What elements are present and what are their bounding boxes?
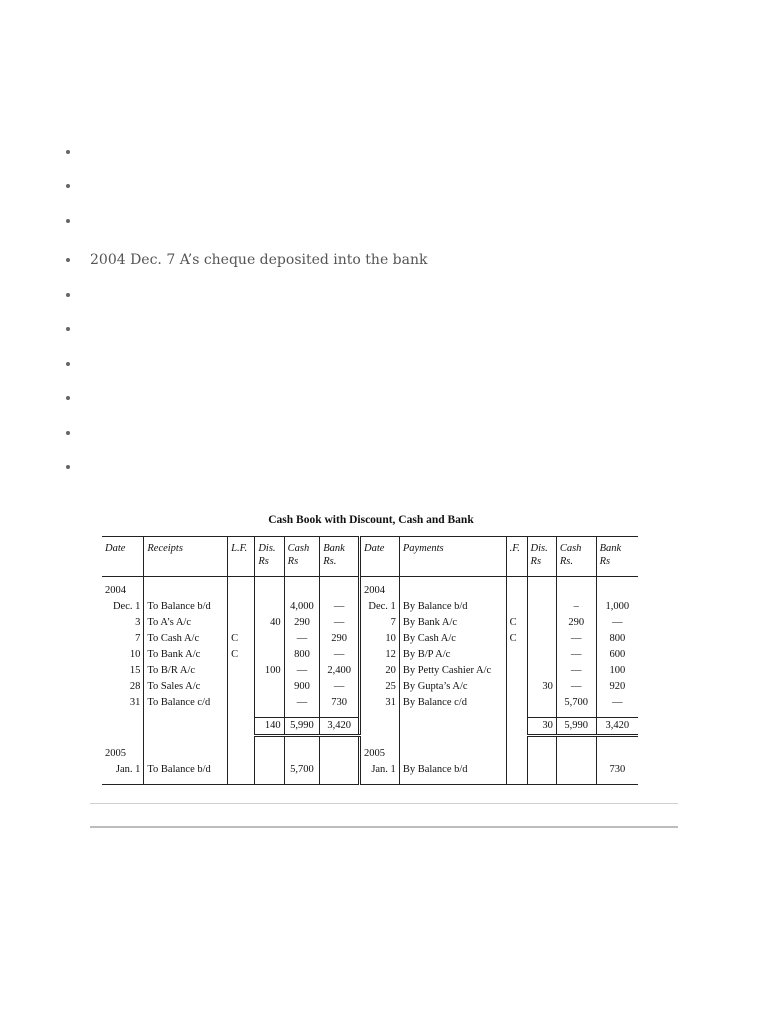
next-year-right: 2005 xyxy=(360,746,400,762)
year-row xyxy=(102,746,638,762)
entry-cash-right: — xyxy=(556,647,596,663)
header-receipts: Receipts xyxy=(144,537,228,577)
entry-lf-right xyxy=(506,599,527,615)
header-lf-right: .F. xyxy=(506,537,527,577)
header-cash-label: Cash xyxy=(559,543,582,554)
entry-receipt: To Balance b/d xyxy=(144,599,228,615)
entry-lf xyxy=(228,599,255,615)
entry-discount-right xyxy=(527,663,556,679)
entry-bank: 730 xyxy=(320,695,360,711)
entry-payment: By Petty Cashier A/c xyxy=(399,663,506,679)
final-bank: 730 xyxy=(596,762,638,778)
entry-discount-right xyxy=(527,631,556,647)
next-year-left: 2005 xyxy=(105,748,126,759)
entry-discount xyxy=(255,631,284,647)
entry-bank: 2,400 xyxy=(320,663,360,679)
header-date-right: Date xyxy=(360,537,400,577)
table-row xyxy=(102,615,638,631)
entry-date: 31 xyxy=(129,697,141,708)
header-cash-unit: Rs xyxy=(287,556,299,567)
header-cash-label: Cash xyxy=(287,543,310,554)
entry-lf-right: C xyxy=(506,631,527,647)
cash-book-title: Cash Book with Discount, Cash and Bank xyxy=(268,514,474,526)
header-bank-label: Bank xyxy=(323,543,345,554)
header-discount-right xyxy=(527,537,556,577)
spacer-row xyxy=(102,778,638,785)
entry-lf-right xyxy=(506,695,527,711)
entry-date-right: Dec. 1 xyxy=(360,599,400,615)
cash-book-table xyxy=(102,536,638,785)
entry-date: 7 xyxy=(135,633,141,644)
entry-discount-right xyxy=(527,599,556,615)
entry-receipt: To Sales A/c xyxy=(144,679,228,695)
header-bank-label: Bank xyxy=(599,543,622,554)
entry-discount xyxy=(255,647,284,663)
entry-cash: 4,000 xyxy=(284,599,320,615)
entry-discount-right: 30 xyxy=(527,679,556,695)
table-header-row xyxy=(102,537,638,577)
entry-bank: — xyxy=(320,679,360,695)
bullet-dot xyxy=(66,258,70,262)
entry-receipt: To Bank A/c xyxy=(144,647,228,663)
entry-date-right: 10 xyxy=(360,631,400,647)
header-cash-right xyxy=(556,537,596,577)
entry-discount xyxy=(255,599,284,615)
entry-discount xyxy=(255,695,284,711)
entry-bank-right: 100 xyxy=(596,663,638,679)
header-discount-unit: Rs xyxy=(258,556,269,567)
bullet-dot xyxy=(66,396,70,400)
final-cash: 5,700 xyxy=(284,762,320,778)
entry-discount xyxy=(255,679,284,695)
entry-bank: — xyxy=(320,615,360,631)
entry-cash-right: 290 xyxy=(556,615,596,631)
entry-cash: — xyxy=(284,631,320,647)
total-discount-left: 140 xyxy=(255,718,284,736)
year-right: 2004 xyxy=(360,583,400,599)
divider xyxy=(90,826,678,828)
table-row xyxy=(102,679,638,695)
bullet-dot xyxy=(66,150,70,154)
entry-cash-right: — xyxy=(556,679,596,695)
entry-payment: By Balance c/d xyxy=(399,695,506,711)
header-discount-label: Dis. xyxy=(530,543,548,554)
entry-discount: 40 xyxy=(255,615,284,631)
entry-payment: By Bank A/c xyxy=(399,615,506,631)
bullet-dot xyxy=(66,219,70,223)
entry-date: 3 xyxy=(135,617,141,628)
entry-bank-right: 1,000 xyxy=(596,599,638,615)
entry-lf-right xyxy=(506,679,527,695)
final-receipt: To Balance b/d xyxy=(144,762,228,778)
spacer-row xyxy=(102,736,638,747)
entry-cash: 800 xyxy=(284,647,320,663)
bullet-dot xyxy=(66,293,70,297)
entry-receipt: To Balance c/d xyxy=(144,695,228,711)
entry-payment: By B/P A/c xyxy=(399,647,506,663)
entry-bank: — xyxy=(320,599,360,615)
entry-lf: C xyxy=(228,631,255,647)
entry-lf: C xyxy=(228,647,255,663)
total-bank-left: 3,420 xyxy=(320,718,360,736)
header-discount-label: Dis. xyxy=(258,543,276,554)
final-date-left: Jan. 1 xyxy=(115,764,141,775)
entry-payment: By Balance b/d xyxy=(399,599,506,615)
entry-receipt: To B/R A/c xyxy=(144,663,228,679)
header-payments: Payments xyxy=(399,537,506,577)
total-bank-right: 3,420 xyxy=(596,718,638,736)
total-cash-left: 5,990 xyxy=(284,718,320,736)
entry-lf-right xyxy=(506,647,527,663)
bullet-dot xyxy=(66,362,70,366)
entry-payment: By Gupta’s A/c xyxy=(399,679,506,695)
entry-rows xyxy=(102,599,638,711)
entry-payment: By Cash A/c xyxy=(399,631,506,647)
entry-date: 15 xyxy=(129,665,141,676)
entry-bank-right: — xyxy=(596,615,638,631)
entry-lf-right: C xyxy=(506,615,527,631)
entry-discount: 100 xyxy=(255,663,284,679)
entry-discount-right xyxy=(527,647,556,663)
entry-cash: — xyxy=(284,695,320,711)
entry-cash-right: — xyxy=(556,663,596,679)
final-date-right: Jan. 1 xyxy=(360,762,400,778)
entry-lf xyxy=(228,663,255,679)
entry-discount-right xyxy=(527,615,556,631)
entry-date-right: 25 xyxy=(360,679,400,695)
table-row xyxy=(102,663,638,679)
entry-cash-right: – xyxy=(556,599,596,615)
entry-cash-right: — xyxy=(556,631,596,647)
bullet-dot xyxy=(66,184,70,188)
header-cash-unit: Rs. xyxy=(559,556,573,567)
entry-bank-right: 600 xyxy=(596,647,638,663)
header-bank-right xyxy=(596,537,638,577)
entry-lf-right xyxy=(506,663,527,679)
total-cash-right: 5,990 xyxy=(556,718,596,736)
divider xyxy=(90,803,678,804)
entry-date: 10 xyxy=(129,649,141,660)
entry-cash: 900 xyxy=(284,679,320,695)
entry-lf xyxy=(228,695,255,711)
final-payment: By Balance b/d xyxy=(399,762,506,778)
entry-bank-right: — xyxy=(596,695,638,711)
table-row xyxy=(102,695,638,711)
entry-date-right: 31 xyxy=(360,695,400,711)
header-bank-unit: Rs. xyxy=(323,556,337,567)
bullet-dot xyxy=(66,327,70,331)
bullet-dot xyxy=(66,431,70,435)
entry-date-right: 20 xyxy=(360,663,400,679)
table-row xyxy=(102,631,638,647)
entry-receipt: To A’s A/c xyxy=(144,615,228,631)
entry-lf xyxy=(228,679,255,695)
entry-bank: 290 xyxy=(320,631,360,647)
entry-cash: 290 xyxy=(284,615,320,631)
header-discount xyxy=(255,537,284,577)
header-discount-unit: Rs xyxy=(530,556,542,567)
entry-lf xyxy=(228,615,255,631)
header-lf: L.F. xyxy=(228,537,255,577)
entry-discount-right xyxy=(527,695,556,711)
header-bank xyxy=(320,537,360,577)
entry-cash: — xyxy=(284,663,320,679)
header-date: Date xyxy=(102,537,144,577)
year-row xyxy=(102,583,638,599)
entry-receipt: To Cash A/c xyxy=(144,631,228,647)
entry-bank: — xyxy=(320,647,360,663)
entry-bank-right: 920 xyxy=(596,679,638,695)
table-row xyxy=(102,647,638,663)
bullet-dot xyxy=(66,465,70,469)
entry-date: 28 xyxy=(129,681,141,692)
total-discount-right: 30 xyxy=(527,718,556,736)
entry-date-right: 7 xyxy=(360,615,400,631)
entry-date-right: 12 xyxy=(360,647,400,663)
year-left: 2004 xyxy=(105,585,126,596)
opening-balance-row xyxy=(102,762,638,778)
totals-row xyxy=(102,718,638,736)
entry-cash-right: 5,700 xyxy=(556,695,596,711)
entry-bank-right: 800 xyxy=(596,631,638,647)
entry-date: Dec. 1 xyxy=(112,601,141,612)
header-bank-unit: Rs xyxy=(599,556,611,567)
table-row xyxy=(102,599,638,615)
bullet-text: 2004 Dec. 7 A’s cheque deposited into the bank xyxy=(90,252,428,268)
header-cash xyxy=(284,537,320,577)
